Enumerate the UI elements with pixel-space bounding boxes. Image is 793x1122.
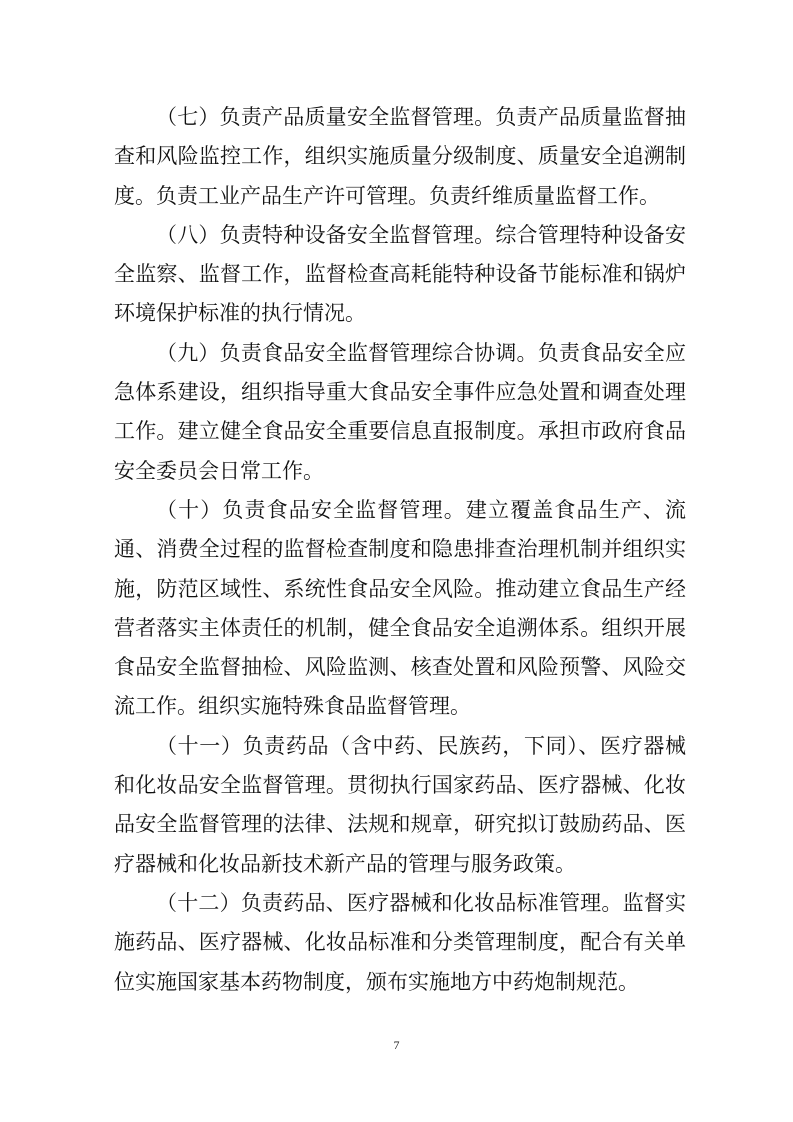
document-body [114,98,686,1002]
paragraph-eleven: （十一）负责药品（含中药、民族药，下同）、医疗器械和化妆品安全监督管理。贯彻执行国家药品、医疗器械、化妆品安全监督管理的法律、法规和规章，研究拟订鼓励药品、医疗器械和化妆品新技术新产品的管理与服务政策。 [114,733,686,876]
paragraph-ten: （十）负责食品安全监督管理。建立覆盖食品生产、流通、消费全过程的监督检查制度和隐患排查治理机制并组织实施，防范区域性、系统性食品安全风险。推动建立食品生产经营者落实主体责任的机制，健全食品安全追溯体系。组织开展食品安全监督抽检、风险监测、核查处置和风险预警、风险交流工作。组织实施特殊食品监督管理。 [114,497,686,719]
paragraph-twelve: （十二）负责药品、医疗器械和化妆品标准管理。监督实施药品、医疗器械、化妆品标准和分类管理制度，配合有关单位实施国家基本药物制度，颁布实施地方中药炮制规范。 [114,890,686,994]
paragraph-nine: （九）负责食品安全监督管理综合协调。负责食品安全应急体系建设，组织指导重大食品安全事件应急处置和调查处理工作。建立健全食品安全重要信息直报制度。承担市政府食品安全委员会日常工作。 [114,340,686,483]
paragraph-eight: （八）负责特种设备安全监督管理。综合管理特种设备安全监察、监督工作，监督检查高耗能特种设备节能标准和锅炉环境保护标准的执行情况。 [114,222,686,326]
page-number: 7 [393,1038,400,1052]
paragraph-seven: （七）负责产品质量安全监督管理。负责产品质量监督抽查和风险监控工作，组织实施质量分级制度、质量安全追溯制度。负责工业产品生产许可管理。负责纤维质量监督工作。 [114,105,686,208]
